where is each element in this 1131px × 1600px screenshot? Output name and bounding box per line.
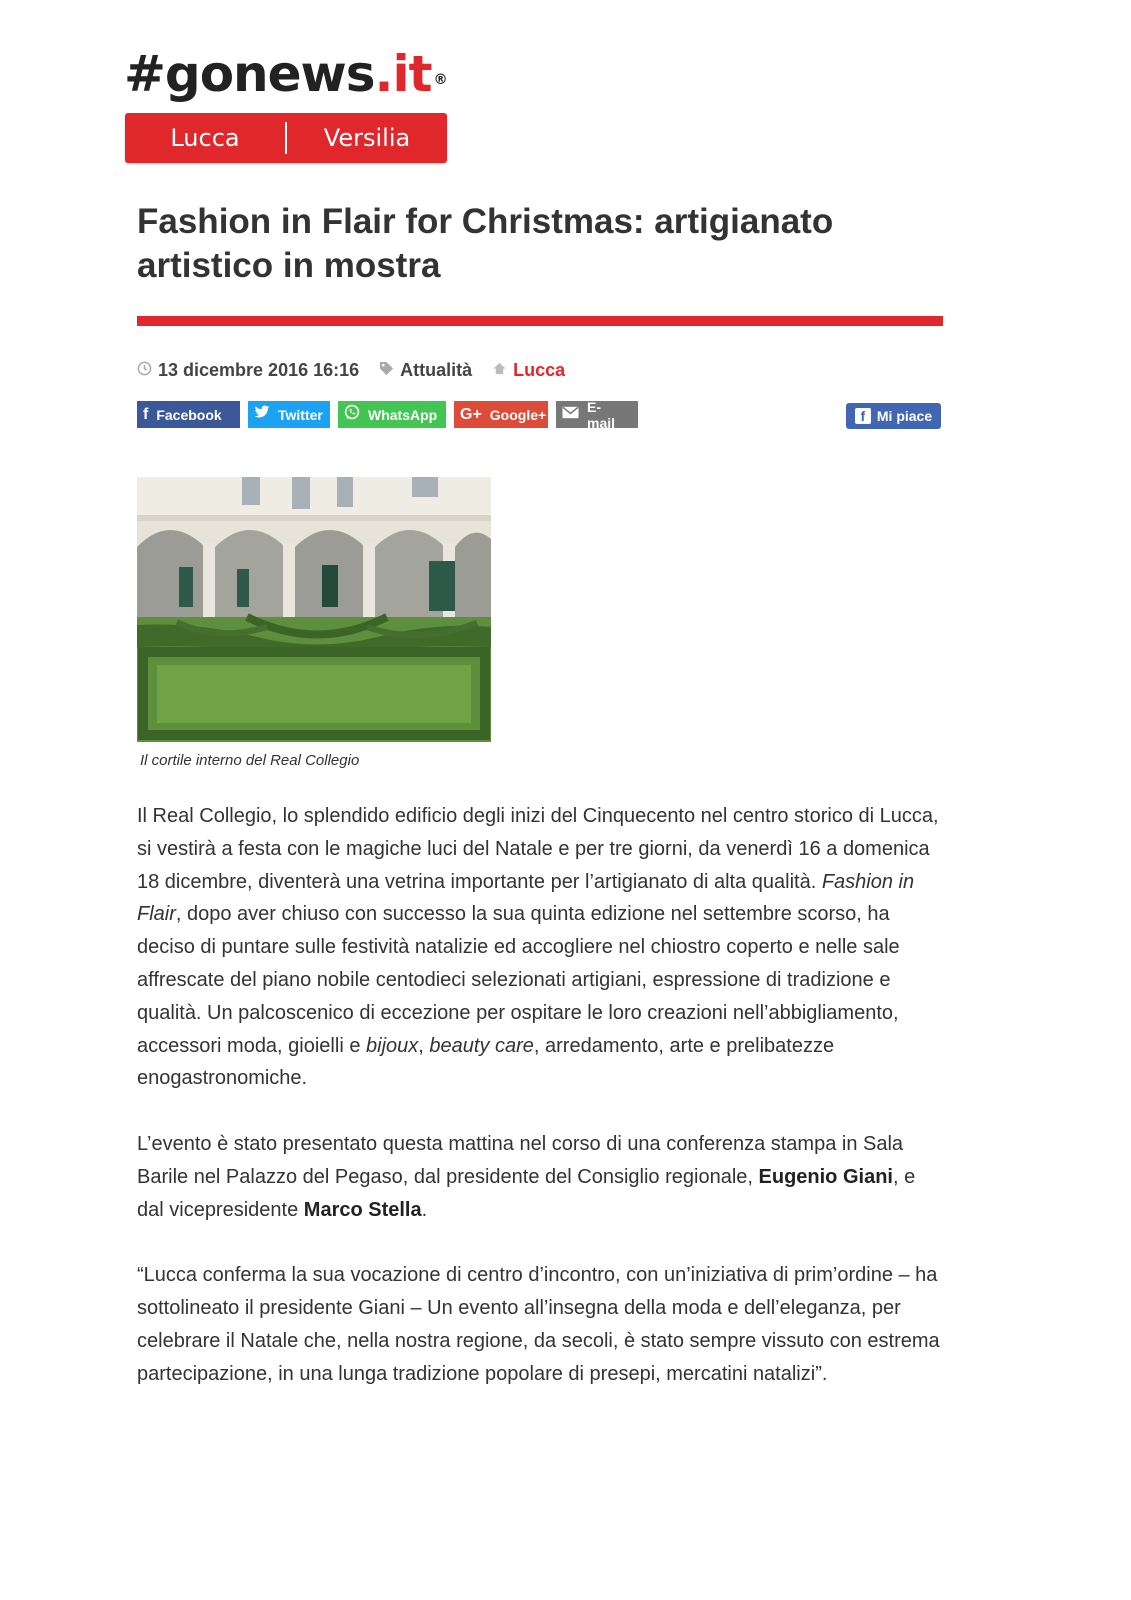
- share-buttons: [137, 398, 646, 431]
- share-facebook-label: Facebook: [156, 406, 222, 423]
- envelope-icon: [562, 406, 579, 424]
- facebook-icon: f: [143, 405, 149, 423]
- facebook-like-button[interactable]: [846, 403, 941, 429]
- paragraph-2: L’evento è stato presentato questa mattina nel corso di una conferenza stampa in Sala Barile nel Palazzo del Pegaso, dal presidente del Consiglio regionale, Eugenio Giani, e dal vicepresidente Marco Stella.: [137, 1132, 916, 1221]
- googleplus-icon: G+: [460, 405, 482, 423]
- share-email-label: E-mail: [587, 398, 616, 431]
- logo-hash: #: [124, 45, 165, 103]
- region-nav: [125, 113, 447, 163]
- article-title: Fashion in Flair for Christmas: artigianato artistico in mostra: [137, 202, 834, 285]
- share-whatsapp-label: WhatsApp: [368, 406, 438, 423]
- paragraph-3: “Lucca conferma la sua vocazione di centro d’incontro, con un’iniziativa di prim’ordine – ha sottolineato il presidente Giani – Un evento all’insegna della moda e dell’eleganza, per celebrare il Natale che, nella nostra regione, da secoli, è stato sempre vissuto con estrema partecipazione, in una lunga tradizione popolare di presepi, mercatini natalizi”.: [137, 1264, 940, 1385]
- share-whatsapp-button[interactable]: [338, 401, 446, 428]
- logo-registered-mark: ®: [433, 72, 447, 88]
- share-twitter-button[interactable]: [248, 401, 330, 428]
- article-date-text: 13 dicembre 2016 16:16: [158, 359, 360, 380]
- article-image: [137, 477, 491, 742]
- image-caption: Il cortile interno del Real Collegio: [140, 752, 360, 769]
- share-twitter-label: Twitter: [278, 406, 323, 423]
- article-date: [137, 360, 359, 381]
- paragraph-1: Il Real Collegio, lo splendido edificio degli inizi del Cinquecento nel centro storico di Lucca, si vestirà a festa con le magiche luci del Natale e per tre giorni, da venerdì 16 a domenica 18 dicembre, diventerà una vetrina importante per l’artigianato di alta qualità. Fashion in Flair, dopo aver chiuso con successo la sua quinta edizione nel settembre scorso, ha deciso di puntare sulle festività natalizie ed accogliere nel chiostro coperto e nelle sale affrescate del piano nobile centodieci selezionati artigiani, espressione di tradizione e qualità. Un palcoscenico di eccezione per ospitare le loro creazioni nell’abbigliamento, accessori moda, gioielli e bijoux, beauty care, arredamento, arte e prelibatezze enogastronomiche.: [137, 805, 939, 1090]
- article-place[interactable]: [492, 360, 565, 381]
- region-tab-lucca[interactable]: Lucca: [170, 124, 240, 152]
- site-logo[interactable]: [124, 44, 447, 104]
- article-category[interactable]: [379, 360, 472, 381]
- share-email-button[interactable]: [556, 398, 638, 431]
- logo-tld: .it: [374, 45, 432, 103]
- twitter-icon: [254, 405, 270, 424]
- whatsapp-icon: [344, 404, 360, 425]
- article-place-text: Lucca: [513, 359, 566, 380]
- home-icon: [492, 361, 507, 380]
- title-divider: [137, 316, 943, 326]
- share-googleplus-label: Google+: [489, 406, 547, 423]
- article-body: [137, 800, 947, 1423]
- article-meta: [137, 358, 585, 382]
- person-name: Marco Stella: [303, 1198, 422, 1221]
- facebook-like-label: Mi piace: [876, 408, 933, 424]
- tag-icon: [379, 361, 394, 380]
- share-googleplus-button[interactable]: [454, 401, 548, 428]
- clock-icon: [137, 361, 152, 380]
- person-name: Eugenio Giani: [758, 1165, 893, 1188]
- logo-name: gonews: [164, 45, 375, 103]
- region-tab-versilia[interactable]: Versilia: [323, 124, 411, 152]
- article-category-text: Attualità: [400, 359, 473, 380]
- facebook-icon: f: [855, 408, 871, 424]
- share-facebook-button[interactable]: [137, 401, 240, 428]
